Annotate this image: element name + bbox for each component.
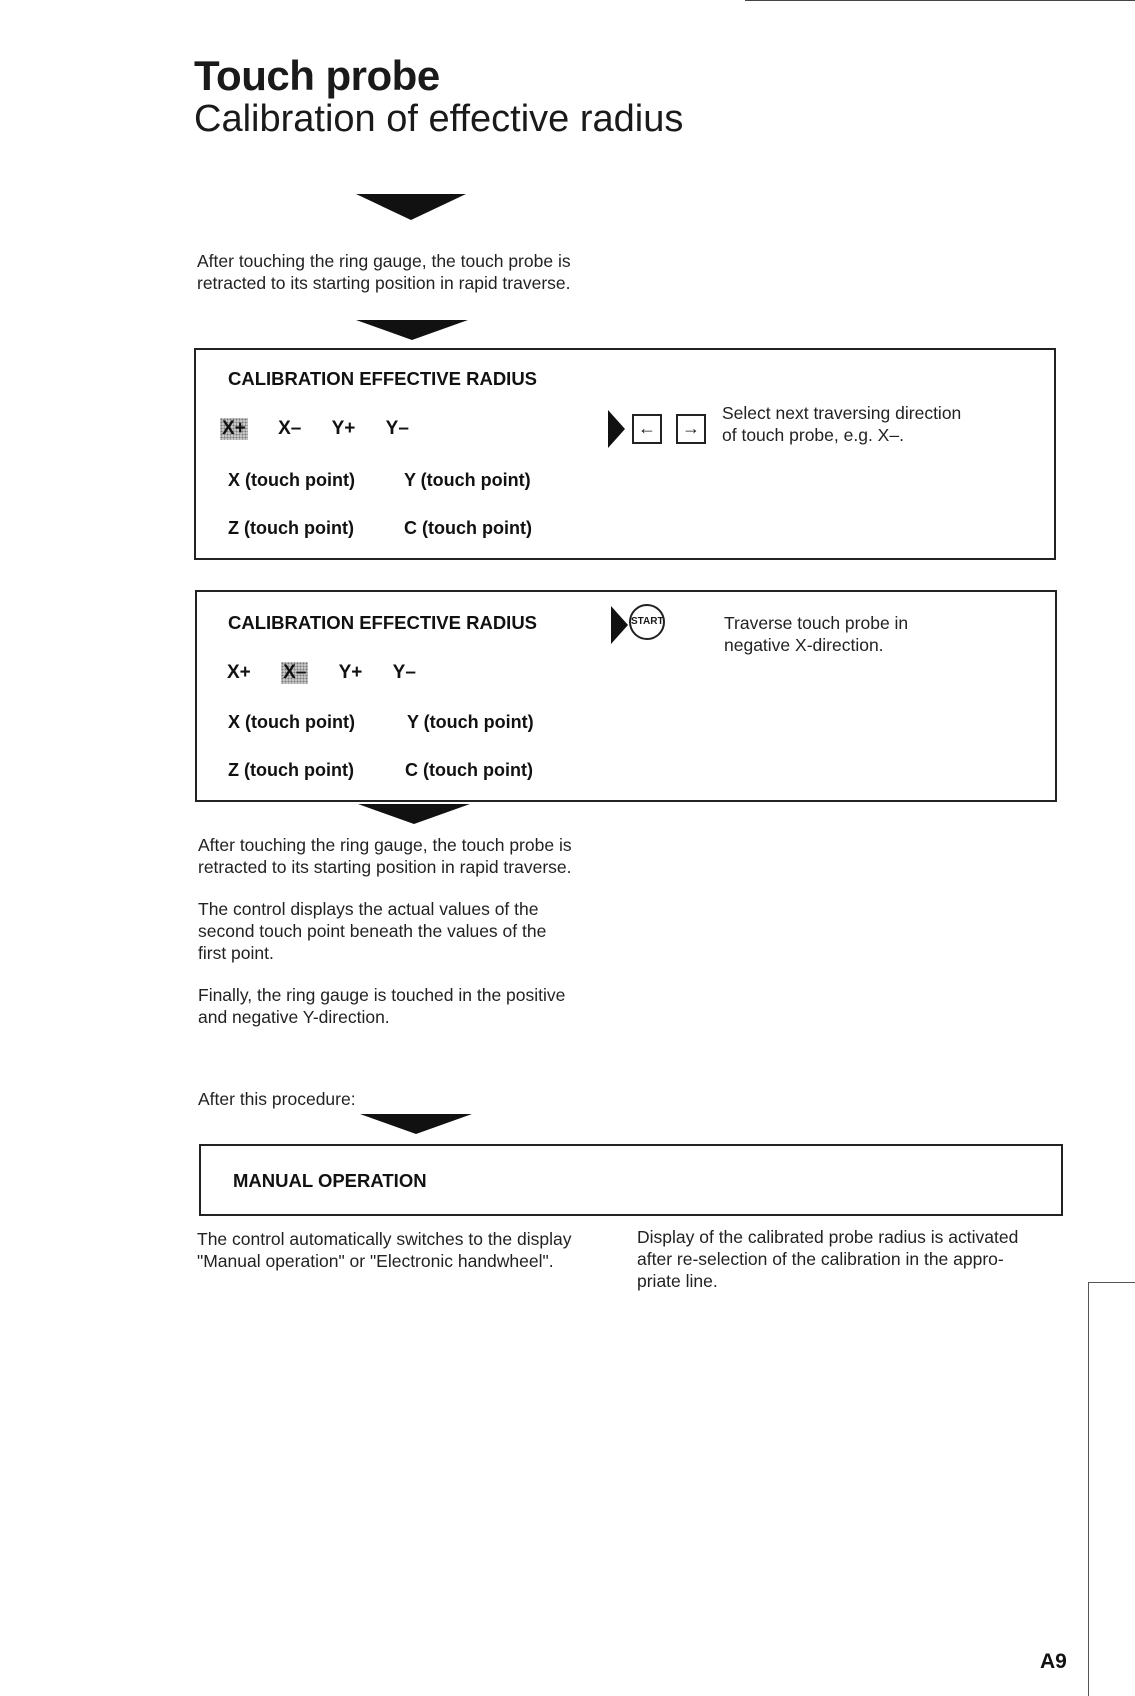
footer-left-text [197,1228,571,1272]
middle-p2-line-3: first point. [198,943,274,963]
x-touch-point: X (touch point) [228,712,355,732]
start-key[interactable]: START [629,604,665,640]
softkey-row [227,662,441,684]
softkey-y-plus[interactable]: Y+ [331,418,356,439]
arrow-left-key[interactable]: ← [632,414,662,444]
softkey-y-minus[interactable]: Y– [385,418,409,439]
middle-p1-line-2: retracted to its starting position in rapid traverse. [198,857,572,877]
intro-line-1: After touching the ring gauge, the touch probe is [197,251,571,271]
calibration-screen-1 [194,348,1056,560]
footer-left-line-1: The control automatically switches to the display [197,1229,572,1249]
screen1-note [722,402,961,446]
manual-operation-screen [199,1144,1063,1216]
footer-right-line-2: after re-selection of the calibration in the appro- [637,1249,1004,1269]
screen-title: CALIBRATION EFFECTIVE RADIUS [228,368,538,389]
middle-p2-line-2: second touch point beneath the values of the [198,921,547,941]
page-title: Touch probe [194,52,440,99]
c-touch-point: C (touch point) [405,760,533,780]
softkey-row [220,418,434,440]
c-touch-point: C (touch point) [404,518,532,538]
footer-right-line-3: priate line. [637,1271,718,1291]
y-touch-point: Y (touch point) [407,712,534,732]
calibration-screen-2 [195,590,1057,802]
screen-title: CALIBRATION EFFECTIVE RADIUS [228,612,538,633]
arrow-right-key[interactable]: → [676,414,706,444]
softkey-y-plus[interactable]: Y+ [338,662,363,683]
footer-right-text [637,1226,1018,1292]
y-touch-point: Y (touch point) [404,470,531,490]
screen2-note [724,612,908,656]
middle-p3-line-1: Finally, the ring gauge is touched in the positive [198,985,566,1005]
page-subtitle: Calibration of effective radius [194,98,684,140]
down-arrow-icon [358,804,470,824]
page-number: A9 [1040,1650,1067,1673]
softkey-x-plus[interactable]: X+ [222,418,246,439]
screen-title: MANUAL OPERATION [233,1170,427,1191]
middle-p2-line-1: The control displays the actual values of the [198,899,539,919]
play-arrow-icon [608,410,625,448]
screen1-note-line-1: Select next traversing direction [722,403,962,423]
softkey-x-plus[interactable]: X+ [227,662,251,683]
down-arrow-icon [360,1114,472,1134]
middle-p1-line-1: After touching the ring gauge, the touch probe is [198,835,572,855]
down-arrow-icon [356,320,468,340]
intro-line-2: retracted to its starting position in rapid traverse. [197,273,571,293]
middle-text [198,834,572,1028]
margin-bracket [1088,1282,1135,1283]
intro-text [197,250,571,294]
x-touch-point: X (touch point) [228,470,355,490]
footer-right-line-1: Display of the calibrated probe radius is activated [637,1227,1019,1247]
footer-left-line-2: "Manual operation" or "Electronic handwheel". [197,1251,554,1271]
screen2-note-line-1: Traverse touch probe in [724,613,909,633]
margin-bracket [1088,1282,1089,1696]
z-touch-point: Z (touch point) [228,760,354,780]
middle-p3-line-2: and negative Y-direction. [198,1007,390,1027]
softkey-x-minus[interactable]: X– [283,662,307,683]
top-rule [745,0,1135,1]
play-arrow-icon [611,606,628,644]
after-procedure-text: After this procedure: [198,1089,356,1109]
z-touch-point: Z (touch point) [228,518,354,538]
down-arrow-icon [356,194,466,220]
softkey-x-minus[interactable]: X– [278,418,302,439]
softkey-y-minus[interactable]: Y– [392,662,416,683]
screen1-note-line-2: of touch probe, e.g. X–. [722,425,904,445]
screen2-note-line-2: negative X-direction. [724,635,884,655]
